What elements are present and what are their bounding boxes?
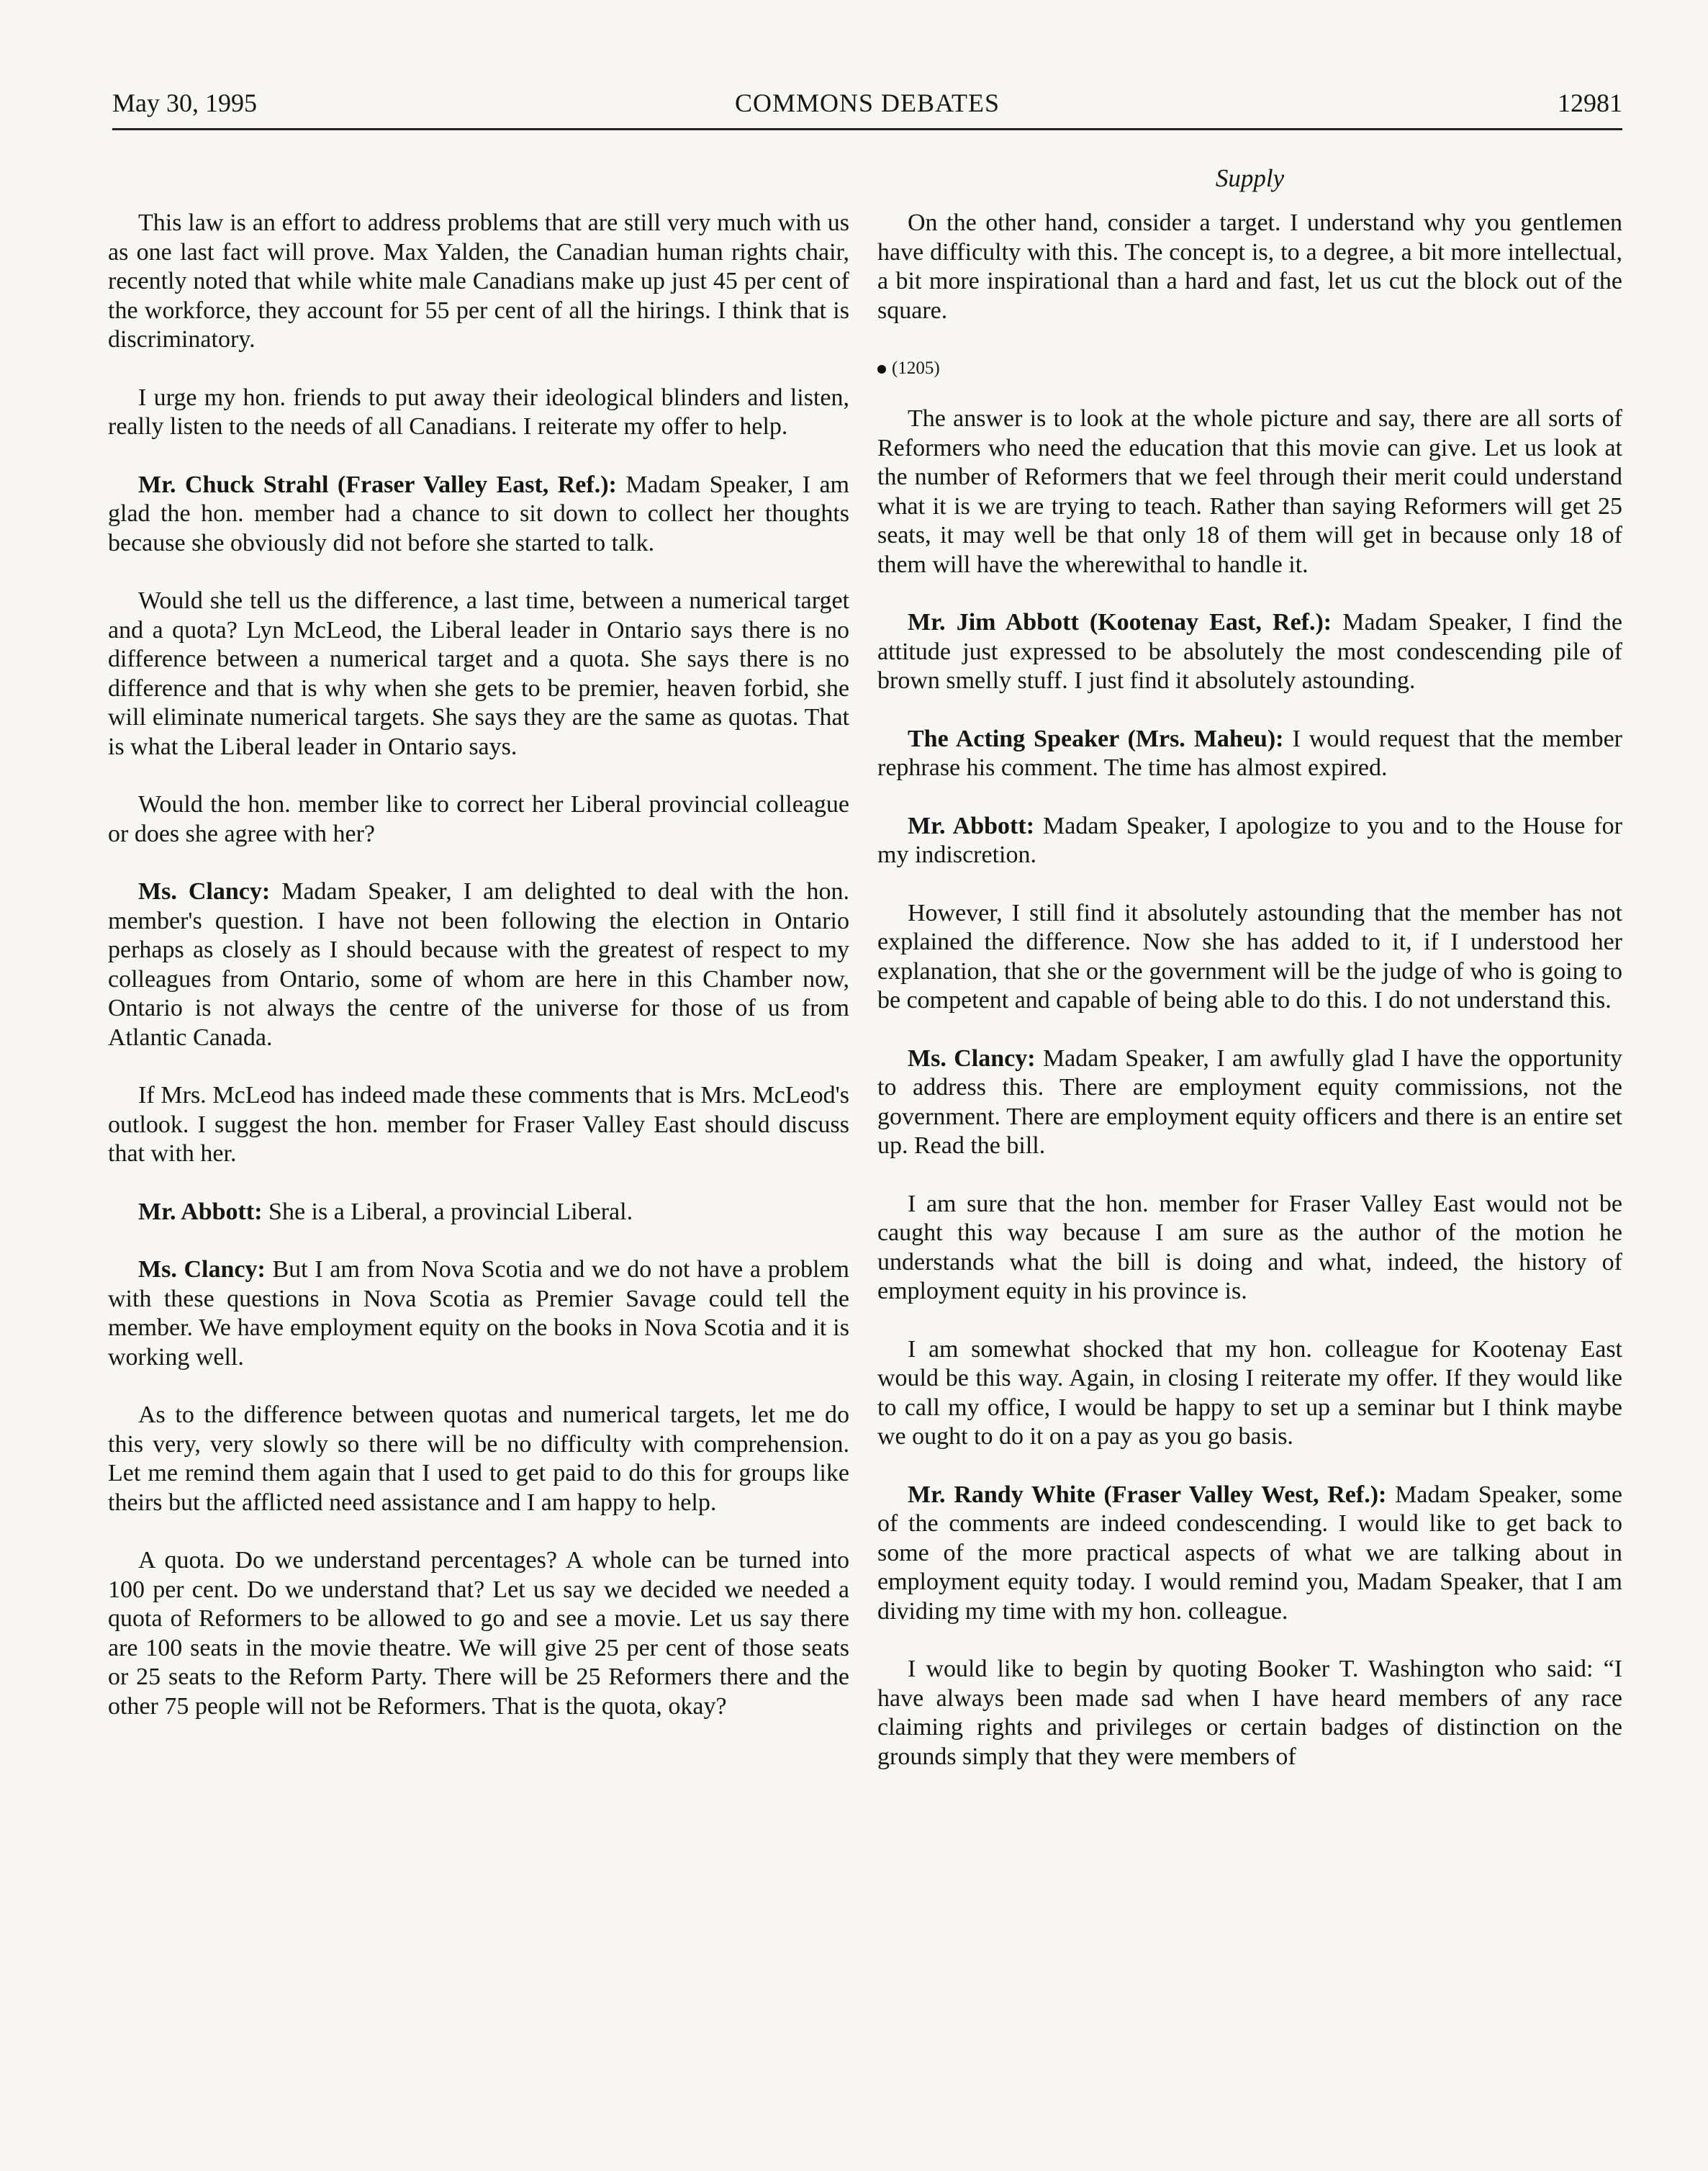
paragraph [877,1655,1622,1771]
speaker-name: Mr. Randy White (Fraser Valley West, Ref.): [908,1481,1387,1508]
paragraph [108,1401,849,1517]
speaker-name: Ms. Clancy: [908,1044,1036,1072]
right-column [877,209,1622,1800]
header-date: May 30, 1995 [112,89,257,117]
paragraph [108,1081,849,1169]
timestamp-text: (1205) [892,358,940,378]
paragraph-text: As to the difference between quotas and numerical targets, let me do this very, very slowly so there will be no difficulty with comprehension. Let me remind them again that I used to get paid to do this for groups like theirs but the afflicted need assistance and I am happy to help. [108,1402,849,1516]
paragraph-text: I would request that the member rephrase his comment. The time has almost expired. [877,725,1623,781]
paragraph [877,1335,1622,1452]
paragraph-text: Madam Speaker, some of the comments are indeed condescending. I would like to get back to some of the more practical aspects of what we are talking about in employment equity today. I would remind you, Madam Speaker, that I am dividing my time with my hon. colleague. [877,1481,1622,1625]
paragraph-text: I am sure that the hon. member for Fraser Valley East would not be caught this way because I am sure as the author of the motion he understands what the bill is doing and what, indeed, the history of employment equity in his province is. [877,1190,1622,1304]
paragraph-text: This law is an effort to address problems that are still very much with us as one last fact will prove. Max Yalden, the Canadian human rights chair, recently noted that while white male Canadians make up just 45 per cent of the workforce, they account for 55 per cent of all the hirings. I think that is discriminatory. [108,209,849,353]
speaker-name: The Acting Speaker (Mrs. Maheu): [908,725,1284,752]
paragraph-text: I urge my hon. friends to put away their ideological blinders and listen, really listen to the needs of all Canadians. I reiterate my offer to help. [108,384,849,440]
paragraph-text: Madam Speaker, I am glad the hon. member had a chance to sit down to collect her thoughts because she obviously did not before she started to talk. [108,471,849,556]
speaker-name: Mr. Abbott: [138,1198,263,1225]
paragraph-text: Would she tell us the difference, a last time, between a numerical target and a quota? Lyn McLeod, the Liberal leader in Ontario says there is no difference between a numerical target and a quota. She says there is no difference and that is why when she gets to be premier, heaven forbid, she will eliminate numerical targets. She says they are the same as quotas. That is what the Liberal leader in Ontario says. [108,587,849,760]
paragraph-text: However, I still find it absolutely astounding that the member has not explained the difference. Now she has added to it, if I understood her explanation, that she or the government will be the judge of who is going to be competent and capable of being able to do this. I do not understand this. [877,899,1622,1014]
paragraph [108,384,849,442]
speaker-name: Ms. Clancy: [138,1256,266,1283]
paragraph [877,1481,1622,1627]
paragraph [108,790,849,849]
paragraph [108,587,849,762]
paragraph-text: I would like to begin by quoting Booker T. Washington who said: “I have always been made sad when I have heard members of any race claiming rights and privileges or certain badges of distinction on the grounds simply that they were members of [877,1656,1622,1770]
paragraph-text: Madam Speaker, I find the attitude just expressed to be absolutely the most condescending pile of brown smelly stuff. I just find it absolutely astounding. [877,609,1622,694]
paragraph-text: A quota. Do we understand percentages? A whole can be turned into 100 per cent. Do we understand that? Let us say we decided we needed a quota of Reformers to be allowed to go and see a movie. Let us say there are 100 seats in the movie theatre. We will give 25 per cent of those seats or 25 seats to the Reform Party. There will be 25 Reformers there and the other 75 people will not be Reformers. That is the quota, okay? [108,1547,849,1720]
paragraph-text: Would the hon. member like to correct her Liberal provincial colleague or does she agree with her? [108,791,849,847]
paragraph-text: I am somewhat shocked that my hon. colleague for Kootenay East would be this way. Again, in closing I reiterate my offer. If they would like to call my office, I would be happy to set up a seminar but I think maybe we ought to do it on a pay as you go basis. [877,1335,1622,1450]
paragraph-text: If Mrs. McLeod has indeed made these comments that is Mrs. McLeod's outlook. I suggest the hon. member for Fraser Valley East should discuss that with her. [108,1082,849,1167]
speaker-name: Ms. Clancy: [138,878,271,905]
bullet-icon [877,365,886,374]
paragraph [108,1198,849,1227]
publication-title: COMMONS DEBATES [734,89,1000,117]
paragraph-text: Madam Speaker, I am awfully glad I have the opportunity to address this. There are employment equity commissions, not the government. There are employment equity officers and there is an entire set up. Read the bill. [877,1044,1622,1159]
paragraph [877,1044,1622,1161]
paragraph [108,209,849,355]
paragraph [877,1190,1622,1306]
paragraph-text: She is a Liberal, a provincial Liberal. [262,1198,633,1225]
timestamp [877,354,1622,383]
paragraph-text: Madam Speaker, I apologize to you and to the House for my indiscretion. [877,812,1623,868]
paragraph [877,209,1622,325]
paragraph [877,725,1622,783]
paragraph-text: But I am from Nova Scotia and we do not have a problem with these questions in Nova Scotia as Premier Savage could tell the member. We have employment equity on the books in Nova Scotia and it is working well. [108,1256,849,1371]
paragraph-text: Madam Speaker, I am delighted to deal with the hon. member's question. I have not been following the election in Ontario perhaps as closely as I should because with the greatest of respect to my colleagues from Ontario, some of whom are here in this Chamber now, Ontario is not always the centre of the universe for those of us from Atlantic Canada. [108,878,849,1051]
speaker-name: Mr. Jim Abbott (Kootenay East, Ref.): [908,609,1332,636]
paragraph [877,812,1622,870]
paragraph [877,899,1622,1016]
page-number: 12981 [1558,89,1622,117]
speaker-name: Mr. Abbott: [908,812,1035,839]
speaker-name: Mr. Chuck Strahl (Fraser Valley East, Ref.): [138,471,617,498]
paragraph [877,608,1622,696]
paragraph [108,877,849,1052]
paragraph [877,405,1622,579]
left-column [108,209,849,1750]
paragraph [108,1546,849,1721]
paragraph-text: The answer is to look at the whole picture and say, there are all sorts of Reformers who need the education that this movie can give. Let us look at the number of Reformers that we feel through their merit could understand what it is we are trying to teach. Rather than saying Reformers will get 25 seats, it may well be that only 18 of them will get in because only 18 of them will have the wherewithal to handle it. [877,405,1622,578]
section-label: Supply [1215,164,1285,192]
paragraph [108,1255,849,1372]
paragraph-text: On the other hand, consider a target. I understand why you gentlemen have difficulty with this. The concept is, to a degree, a bit more intellectual, a bit more inspirational than a hard and fast, let us cut the block out of the square. [877,209,1622,324]
paragraph [108,471,849,559]
page-header [112,85,1622,130]
